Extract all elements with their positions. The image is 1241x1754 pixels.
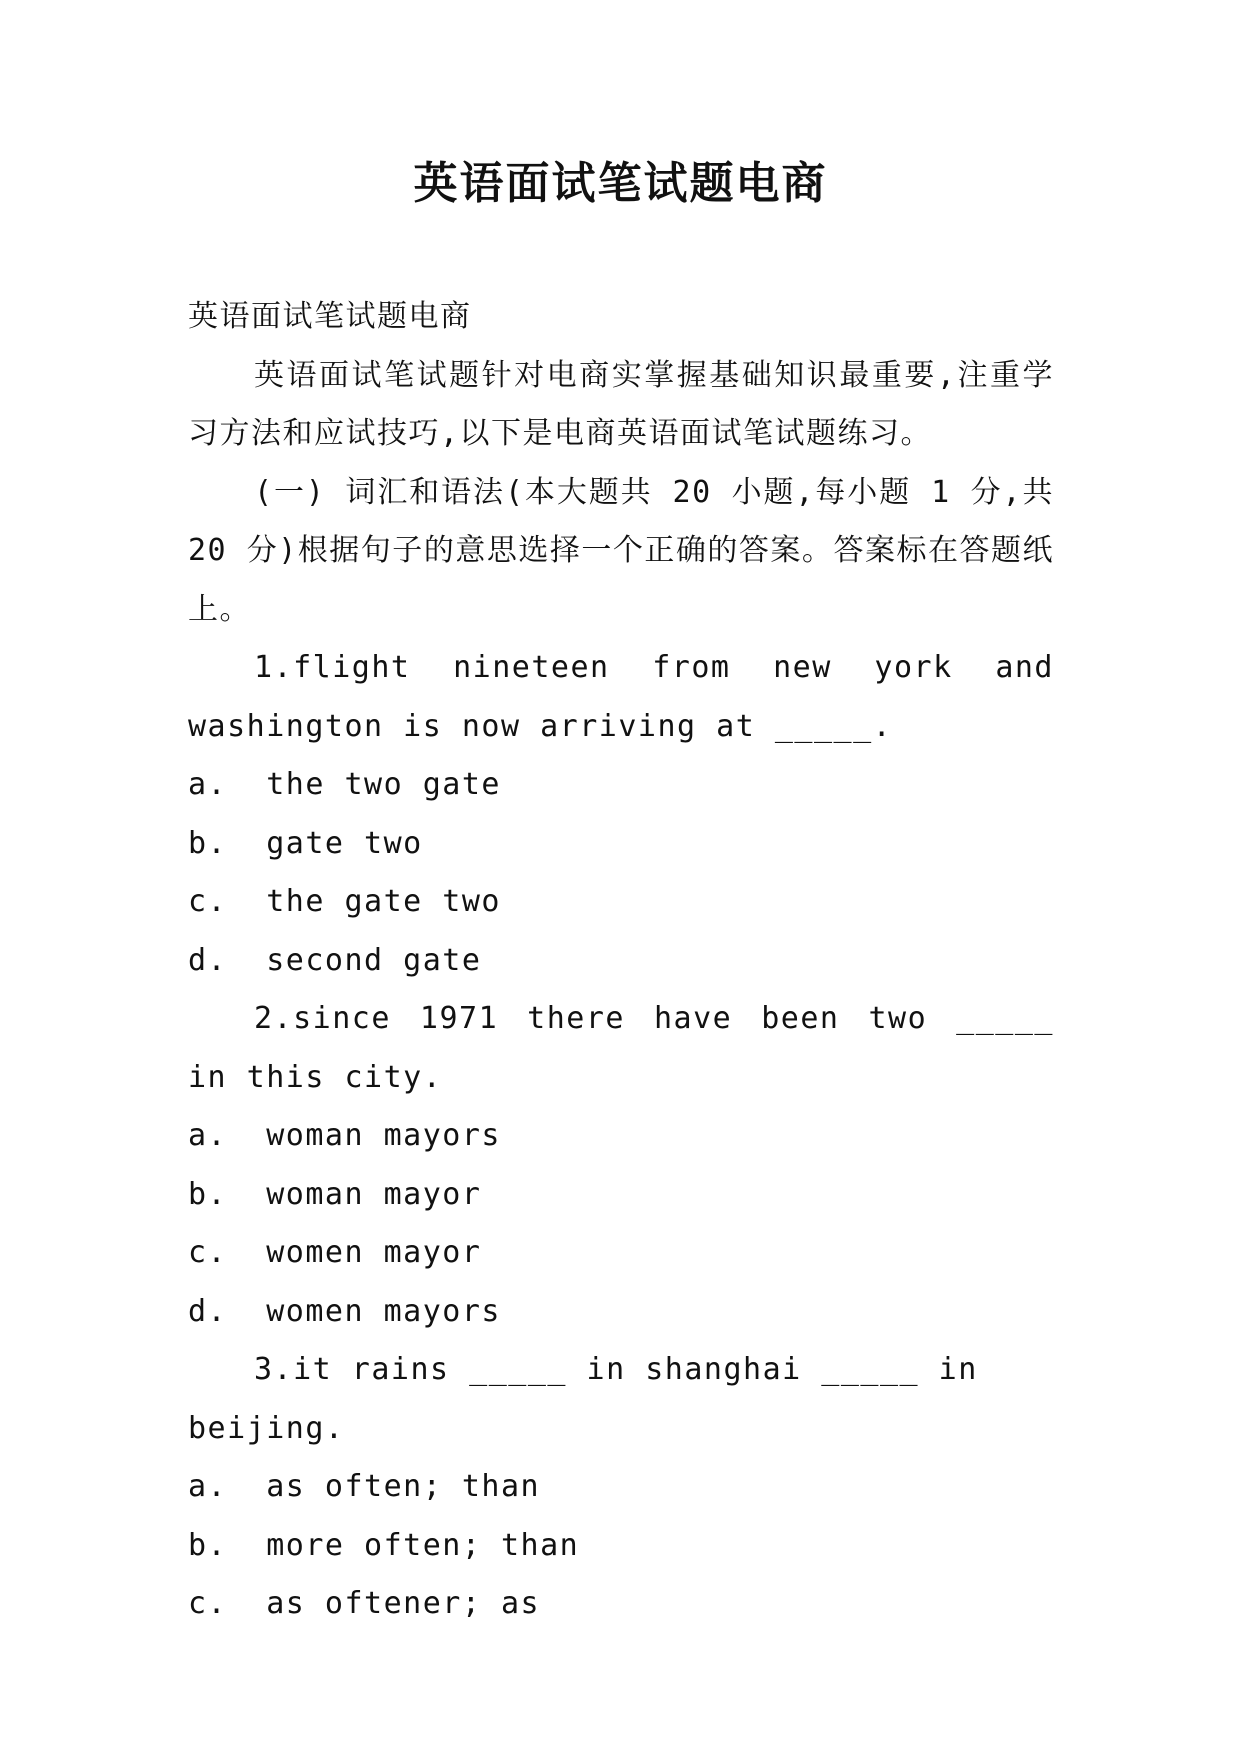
- question-1-option-d: d. second gate: [188, 942, 482, 978]
- question-3-option-a: a. as often; than: [188, 1469, 541, 1504]
- question-2-option-c: c. women mayor: [188, 1235, 482, 1270]
- question-2-option-d: d. women mayors: [188, 1293, 501, 1329]
- document-title: 英语面试笔试题电商: [413, 158, 828, 209]
- question-3-stem: 3.it rains _____ in shanghai _____ in beijing.: [188, 1352, 978, 1446]
- question-2-stem: 2.since 1971 there have been two _____ in this city.: [188, 1001, 1054, 1095]
- question-2-option-a: a. woman mayors: [188, 1118, 501, 1153]
- document-subtitle: 英语面试笔试题电商: [188, 299, 472, 334]
- question-2-option-b: b. woman mayor: [188, 1176, 482, 1212]
- question-1-stem: 1.flight nineteen from new york and washington is now arriving at _____.: [188, 650, 1054, 744]
- document-body: [188, 288, 1054, 1634]
- question-3-option-b: b. more often; than: [188, 1527, 580, 1563]
- intro-paragraph: 英语面试笔试题针对电商实掌握基础知识最重要,注重学习方法和应试技巧,以下是电商英语面试笔试题练习。: [188, 357, 1054, 451]
- section-instructions: (一) 词汇和语法(本大题共 20 小题,每小题 1 分,共 20 分)根据句子的意思选择一个正确的答案。答案标在答题纸上。: [188, 474, 1054, 627]
- question-1-option-c: c. the gate two: [188, 884, 501, 919]
- question-1-option-a: a. the two gate: [188, 767, 501, 802]
- question-3-option-c: c. as oftener; as: [188, 1586, 541, 1621]
- question-1-option-b: b. gate two: [188, 825, 423, 861]
